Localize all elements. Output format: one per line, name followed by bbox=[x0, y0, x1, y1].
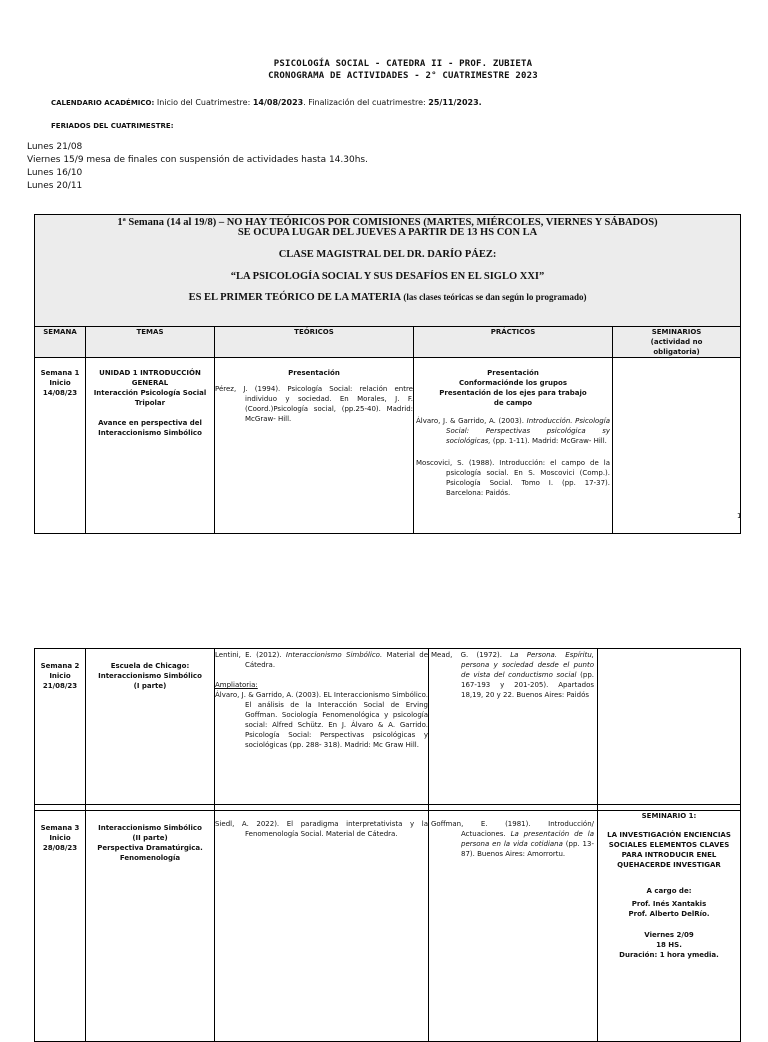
practice-reference bbox=[431, 819, 594, 859]
week-date: 21/08/23 bbox=[42, 682, 78, 690]
holiday-item: Lunes 21/08 bbox=[27, 142, 83, 152]
ref-title: La Persona. Espíritu, persona y sociedad desde el punto de vista del conductismo social bbox=[461, 651, 594, 679]
topic-line: Perspectiva Dramatúrgica. bbox=[97, 844, 203, 852]
ref-author: Mead, G. (1972). bbox=[431, 651, 511, 659]
col-seminarios-title: SEMINARIOS bbox=[651, 328, 702, 336]
header-subtitle: CRONOGRAMA DE ACTIVIDADES - 2° CUATRIMESTRE 2023 bbox=[268, 71, 538, 81]
ref-author: Lentini, E. (2012). bbox=[215, 651, 286, 659]
ref-details: (pp. 13- 87). Buenos Aires: Amorrortu. bbox=[461, 840, 594, 858]
col-teoricos: TEÓRICOS bbox=[215, 327, 414, 358]
ref-title: La presentación de la persona en la vida cotidiana bbox=[461, 830, 594, 848]
theory-reference: Álvaro, J. & Garrido, A. (2003). EL Interaccionismo Simbólico. El análisis de la Interacción Social de Erving Goffman. Sociología Fenomenológica y psicología social: Alfred Schütz. En J. Álvaro & A. Garrido. Psicología Social: Perspectivas psicológicas y sociológicas (pp. 288- 318). Madrid: Mc Graw Hill. bbox=[215, 691, 428, 749]
week1-teoricos bbox=[215, 358, 414, 534]
banner-line5-rest: (las clases teóricas se dan según lo programado) bbox=[401, 292, 587, 302]
seminar-cargo: A cargo de: bbox=[646, 887, 692, 895]
topic-sub: Interacción Psicología Social Tripolar bbox=[93, 389, 207, 407]
holiday-item: Lunes 20/11 bbox=[27, 181, 83, 191]
practice-sub: Presentación de los ejes para trabajo de campo bbox=[439, 389, 587, 407]
week-start-label: Inicio bbox=[49, 834, 71, 842]
seminar-prof: Prof. Inés Xantakis bbox=[631, 900, 707, 908]
practice-reference bbox=[431, 650, 594, 700]
schedule-table-2 bbox=[34, 648, 741, 1042]
ref-author: Álvaro, J. & Garrido, A. (2003). bbox=[416, 417, 527, 425]
topic-title: UNIDAD 1 INTRODUCCIÓN GENERAL bbox=[99, 369, 201, 387]
calendar-text2: . Finalización del cuatrimestre: bbox=[303, 98, 426, 107]
calendar-label: CALENDARIO ACADÉMICO: bbox=[51, 99, 155, 107]
topic-extra: Avance en perspectiva del Interaccionismo Simbólico bbox=[98, 419, 202, 437]
week3-teoricos bbox=[215, 811, 429, 1042]
banner-line1: 1ª Semana (14 al 19/8) – NO HAY TEÓRICOS POR COMISIONES (MARTES, MIÉRCOLES, VIERNES Y SÁBADOS) bbox=[117, 217, 658, 228]
holidays-list bbox=[27, 141, 368, 193]
week2-semana bbox=[35, 649, 86, 805]
week2-seminarios bbox=[598, 649, 741, 805]
table-row bbox=[35, 649, 741, 805]
practice-sub: Conformaciónde los grupos bbox=[458, 379, 568, 387]
theory-reference: Siedl, A. 2022). El paradigma interpretativista y la Fenomenología Social. Material de Cátedra. bbox=[215, 820, 428, 838]
week3-temas bbox=[86, 811, 215, 1042]
seminar-name: LA INVESTIGACIÓN ENCIENCIAS SOCIALES ELEMENTOS CLAVES PARA INTRODUCIR ENEL QUEHACERDE INVESTIGAR bbox=[607, 831, 731, 869]
seminar-day: Viernes 2/09 bbox=[644, 931, 694, 939]
page-mark: 1 bbox=[737, 512, 742, 520]
ref-title: Introducción. Psicología Social: Perspectivas psicológica sy sociológicas, bbox=[446, 417, 610, 445]
week2-temas bbox=[86, 649, 215, 805]
ampliatoria-text: Ampliatoria: bbox=[215, 681, 258, 689]
col-seminarios-note: (actividad no obligatoria) bbox=[650, 338, 703, 356]
week3-practicos bbox=[429, 811, 598, 1042]
week3-seminarios bbox=[598, 811, 741, 1042]
ref-title: Interaccionismo Simbólico. bbox=[285, 651, 383, 659]
ref-author: Goffman, E. (1981). Introducción/ Actuaciones. bbox=[431, 820, 594, 838]
week2-practicos bbox=[429, 649, 598, 805]
practice-reference: Moscovici, S. (1988). Introducción: el campo de la psicología social. En S. Moscovici (Comp.). Psicología Social. Tomo I. (pp. 17-37). Barcelona: Paidós. bbox=[416, 459, 610, 497]
holiday-item: Lunes 16/10 bbox=[27, 168, 83, 178]
table-header-row bbox=[35, 327, 741, 358]
practice-title: Presentación bbox=[487, 369, 539, 377]
col-temas: TEMAS bbox=[86, 327, 215, 358]
week1-practicos bbox=[414, 358, 613, 534]
banner-line4: “LA PSICOLOGÍA SOCIAL Y SUS DESAFÍOS EN EL SIGLO XXI” bbox=[230, 271, 545, 282]
practice-reference bbox=[416, 416, 610, 446]
week-start-label: Inicio bbox=[49, 672, 71, 680]
calendar-end: 25/11/2023. bbox=[428, 98, 482, 107]
banner-line3: CLASE MAGISTRAL DEL DR. DARÍO PÁEZ: bbox=[278, 249, 497, 260]
topic-line: (II parte) bbox=[132, 834, 168, 842]
week-date: 28/08/23 bbox=[42, 844, 78, 852]
week2-teoricos bbox=[215, 649, 429, 805]
seminar-title: SEMINARIO 1: bbox=[641, 812, 697, 820]
week1-seminarios bbox=[613, 358, 741, 534]
seminar-prof: Prof. Alberto DelRío. bbox=[628, 910, 710, 918]
header-title: PSICOLOGÍA SOCIAL - CATEDRA II - PROF. ZUBIETA bbox=[273, 59, 533, 69]
ref-details: (pp. 1-11). Madrid: McGraw- Hill. bbox=[490, 437, 607, 445]
holidays-label: FERIADOS DEL CUATRIMESTRE: bbox=[51, 122, 174, 130]
ref-details: Material de Cátedra. bbox=[245, 651, 429, 669]
week-label: Semana 3 bbox=[40, 824, 80, 832]
topic-line: (I parte) bbox=[133, 682, 167, 690]
holiday-item: Viernes 15/9 mesa de finales con suspensión de actividades hasta 14.30hs. bbox=[27, 155, 368, 165]
week3-semana bbox=[35, 811, 86, 1042]
col-semana: SEMANA bbox=[35, 327, 86, 358]
week1-temas bbox=[86, 358, 215, 534]
table-row bbox=[35, 811, 741, 1042]
theory-title: Presentación bbox=[288, 369, 340, 377]
schedule-table-1 bbox=[34, 214, 741, 534]
topic-line: Escuela de Chicago: bbox=[110, 662, 190, 670]
calendar-text: Inicio del Cuatrimestre: bbox=[156, 98, 251, 107]
week-date: 14/08/23 bbox=[42, 389, 78, 397]
calendar-line bbox=[51, 98, 482, 107]
banner-line5-bold: ES EL PRIMER TEÓRICO DE LA MATERIA bbox=[188, 292, 402, 303]
banner-line5 bbox=[35, 292, 740, 303]
ref-details: (pp. 167-193 y 201-205). Apartados 18,19, 20 y 22. Buenos Aires: Paidós bbox=[461, 671, 594, 699]
col-seminarios bbox=[613, 327, 741, 358]
seminar-hour: 18 HS. bbox=[656, 941, 682, 949]
banner bbox=[35, 215, 741, 327]
week1-semana bbox=[35, 358, 86, 534]
topic-line: Interaccionismo Simbólico bbox=[98, 672, 202, 680]
theory-reference: Pérez, J. (1994). Psicología Social: relación entre individuo y sociedad. En Morales, J. F. (Coord.)Psicología social, (pp.25-40). Madrid: McGraw- Hill. bbox=[215, 385, 413, 423]
ampliatoria-label bbox=[215, 680, 428, 690]
topic-line: Fenomenología bbox=[119, 854, 181, 862]
theory-reference bbox=[215, 650, 428, 670]
topic-line: Interaccionismo Simbólico bbox=[98, 824, 202, 832]
week-label: Semana 1 bbox=[40, 369, 80, 377]
table-row bbox=[35, 358, 741, 534]
calendar-start: 14/08/2023 bbox=[252, 98, 304, 107]
col-practicos: PRÁCTICOS bbox=[414, 327, 613, 358]
seminar-duration: Duración: 1 hora ymedia. bbox=[619, 951, 719, 959]
week-start-label: Inicio bbox=[49, 379, 71, 387]
week-label: Semana 2 bbox=[40, 662, 80, 670]
banner-line2: SE OCUPA LUGAR DEL JUEVES A PARTIR DE 13 HS CON LA bbox=[237, 227, 538, 238]
